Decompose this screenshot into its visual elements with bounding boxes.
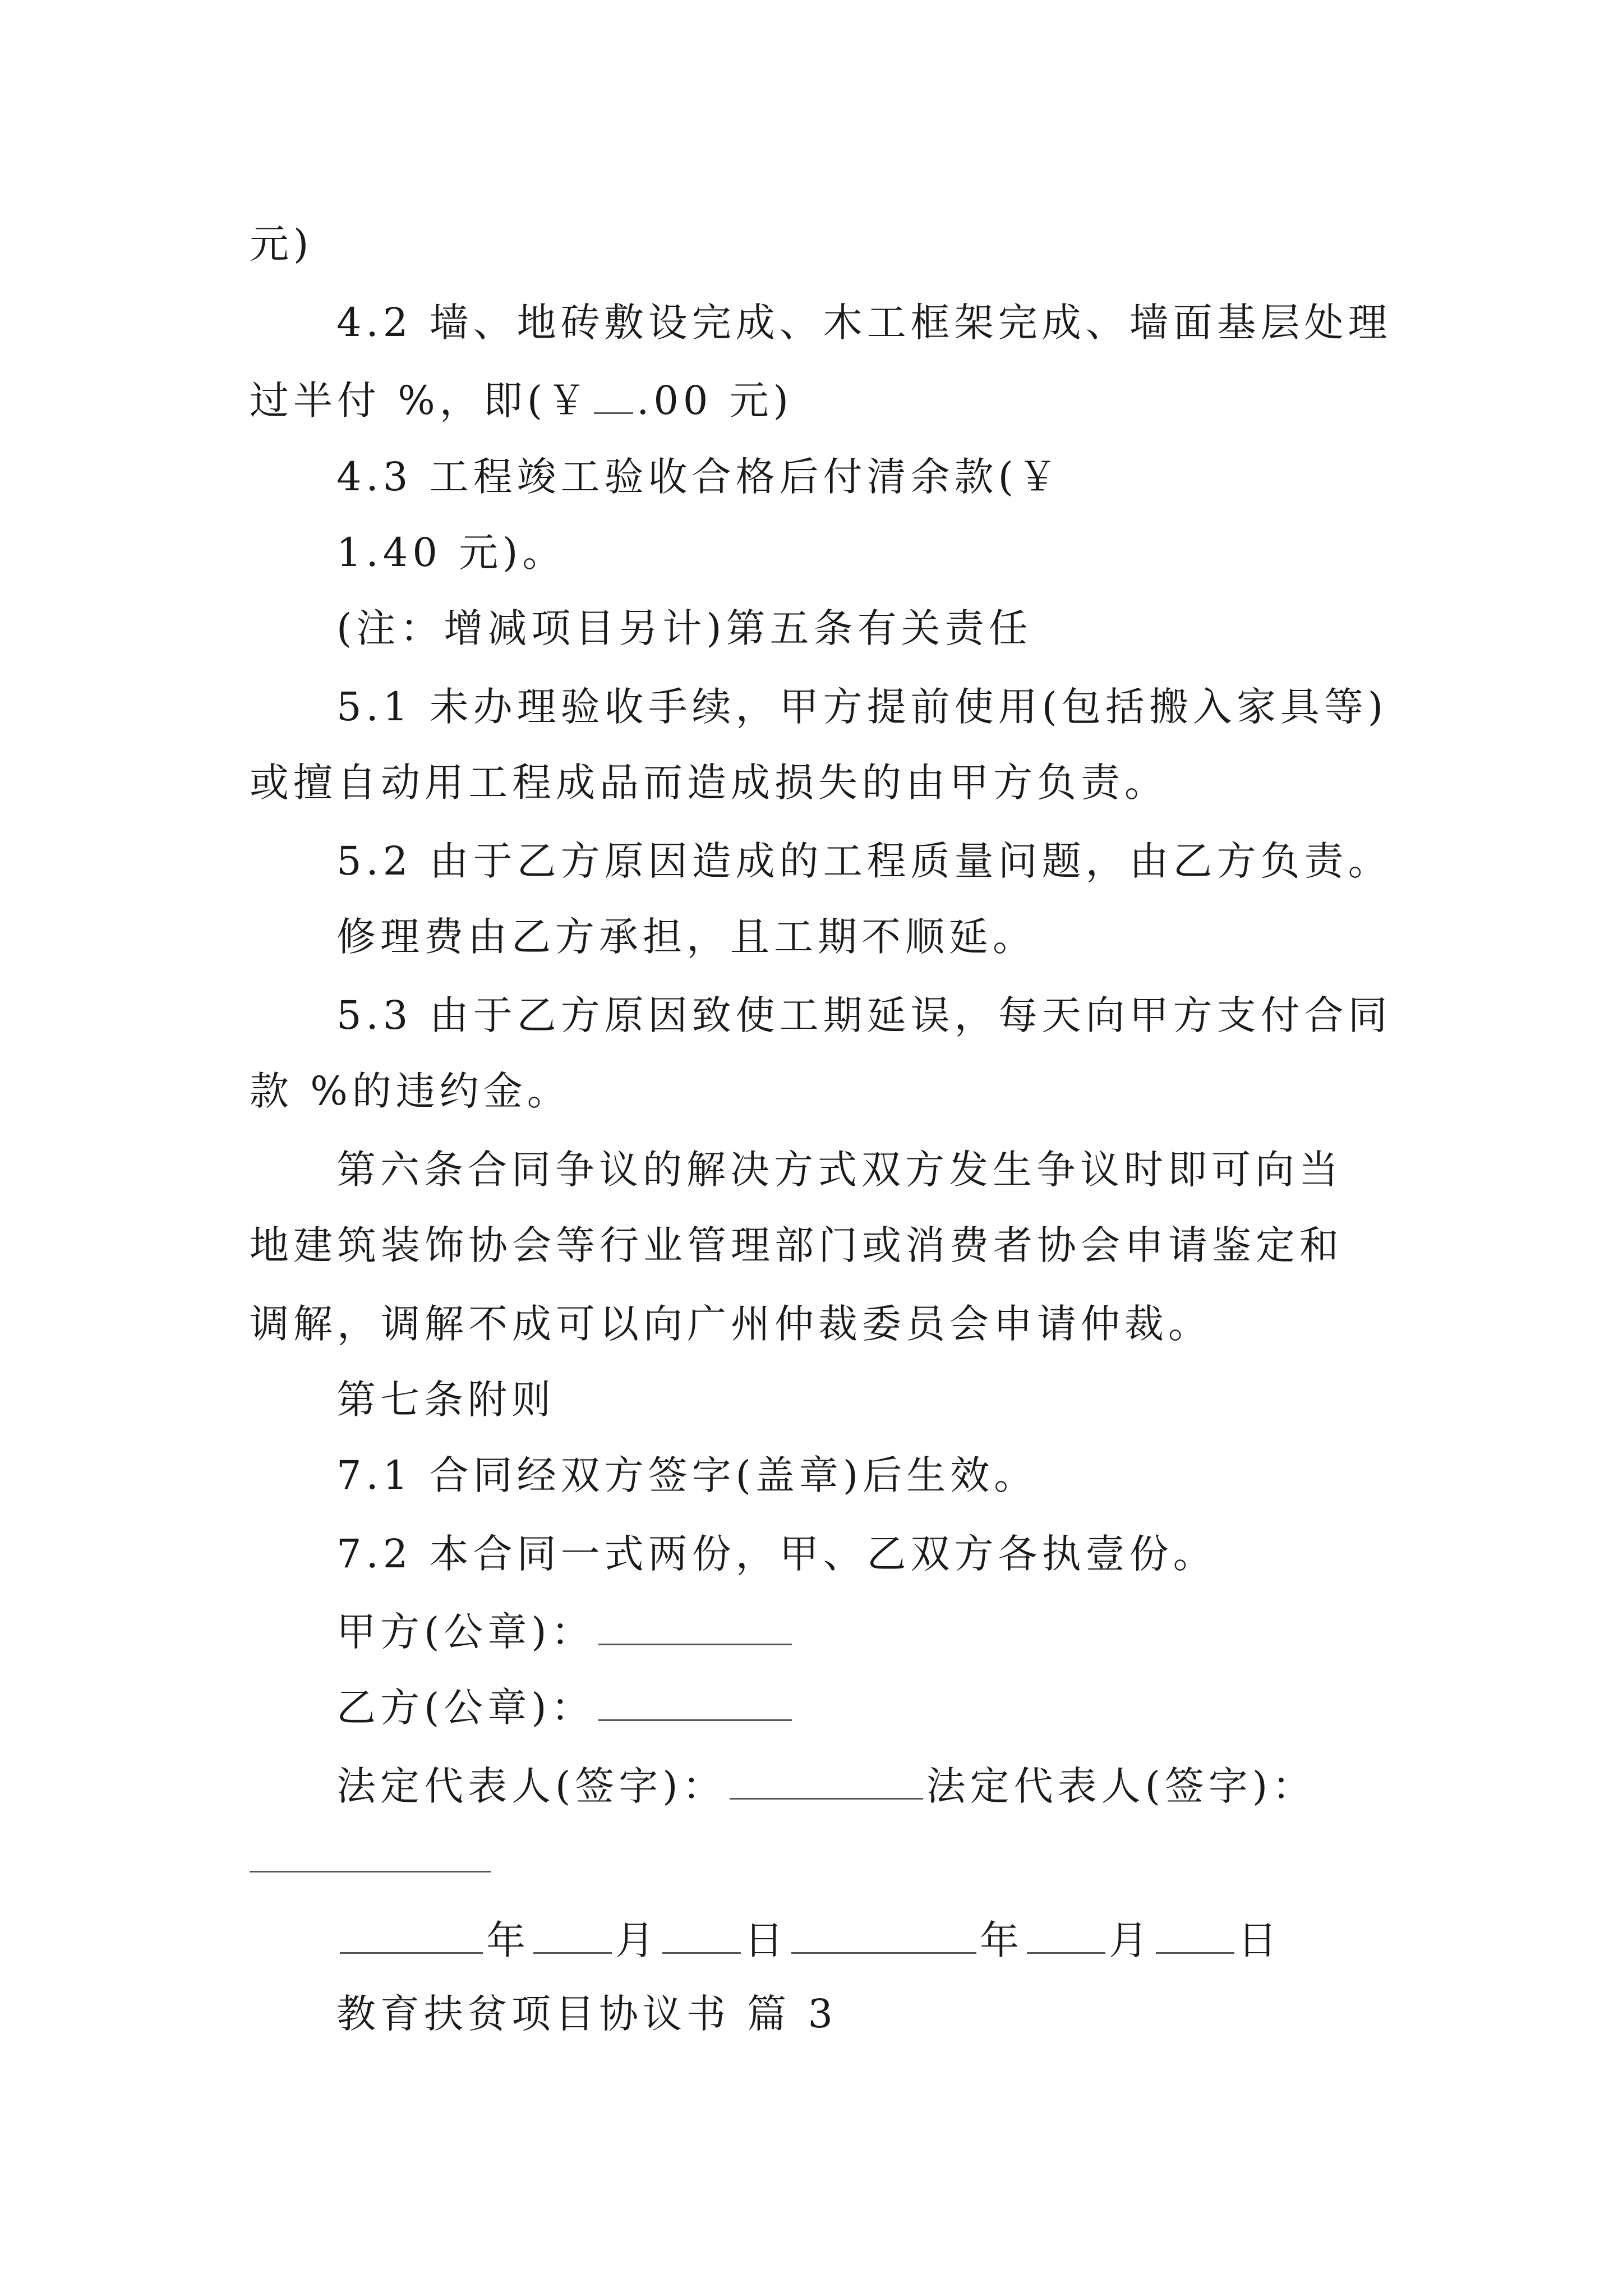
- year-label-a: 年: [486, 1917, 530, 1963]
- article-6-line-2: 地建筑装饰协会等行业管理部门或消费者协会申请鉴定和: [250, 1222, 1343, 1268]
- clause-5-3-line-1: 5.3 由于乙方原因致使工期延误，每天向甲方支付合同: [336, 992, 1392, 1038]
- legal-rep-line: [336, 1763, 1316, 1809]
- clause-5-2-line-2: 修理费由乙方承担，且工期不顺延。: [336, 914, 1036, 960]
- clause-7-2-line: 7.2 本合同一式两份，甲、乙双方各执壹份。: [336, 1531, 1217, 1577]
- legal-rep-label-b: 法定代表人(签字)：: [926, 1763, 1316, 1809]
- legal-rep-label-a: 法定代表人(签字)：: [336, 1763, 726, 1809]
- party-b-seal-label: 乙方(公章)：: [336, 1685, 595, 1731]
- article-6-line-1: 第六条合同争议的解决方式双方发生争议时即可向当: [336, 1147, 1343, 1193]
- section-title: 教育扶贫项目协议书 篇 3: [336, 1991, 838, 2037]
- month-label-b: 月: [1109, 1917, 1152, 1963]
- party-b-seal-line: [336, 1685, 795, 1731]
- year-blank-b: [791, 1918, 976, 1954]
- note-line: (注：增减项目另计)第五条有关责任: [336, 605, 1032, 651]
- month-label-a: 月: [615, 1917, 659, 1963]
- text-line: 元): [250, 221, 313, 267]
- day-blank-a: [662, 1918, 741, 1954]
- clause-5-1-line-2: 或擅自动用工程成品而造成损失的由甲方负责。: [250, 760, 1168, 806]
- party-a-seal-line: [336, 1609, 795, 1655]
- clause-4-3-line-2: 1.40 元)。: [336, 530, 566, 576]
- clause-4-3-line-1: 4.3 工程竣工验收合格后付清余款(￥: [336, 454, 1062, 500]
- text-fragment: 过半付 %，即(￥: [250, 378, 591, 424]
- amount-blank: [594, 379, 633, 414]
- party-a-seal-label: 甲方(公章)：: [336, 1609, 595, 1655]
- article-6-line-3: 调解，调解不成可以向广州仲裁委员会申请仲裁。: [250, 1301, 1212, 1347]
- party-b-seal-blank: [598, 1686, 792, 1721]
- clause-4-2-line-1: 4.2 墙、地砖敷设完成、木工框架完成、墙面基层处理: [336, 300, 1392, 346]
- clause-5-1-line-1: 5.1 未办理验收手续，甲方提前使用(包括搬入家具等): [336, 684, 1388, 730]
- day-label-b: 日: [1238, 1917, 1281, 1963]
- year-label-b: 年: [980, 1917, 1023, 1963]
- party-a-seal-blank: [598, 1610, 792, 1645]
- article-7-heading: 第七条附则: [336, 1377, 555, 1423]
- year-blank-a: [340, 1918, 483, 1954]
- clause-5-2-line-1: 5.2 由于乙方原因造成的工程质量问题，由乙方负责。: [336, 838, 1392, 884]
- day-blank-b: [1156, 1918, 1234, 1954]
- day-label-a: 日: [744, 1917, 788, 1963]
- month-blank-a: [533, 1918, 612, 1954]
- text-fragment: .00 元): [637, 378, 793, 424]
- month-blank-b: [1027, 1918, 1105, 1954]
- date-line: [336, 1917, 1281, 1963]
- clause-4-2-line-2: [250, 378, 793, 424]
- clause-7-1-line: 7.1 合同经双方签字(盖章)后生效。: [336, 1452, 1038, 1498]
- signature-rule: [250, 1871, 491, 1872]
- clause-5-3-line-2: 款 %的违约金。: [250, 1068, 571, 1114]
- legal-rep-blank-a: [730, 1764, 923, 1800]
